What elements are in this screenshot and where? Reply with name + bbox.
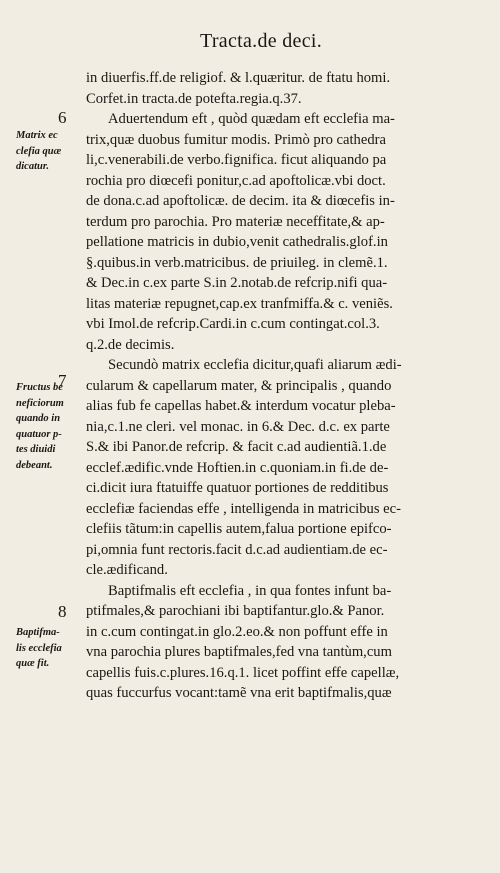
text-line: pi,omnia funt rectoris.facit d.c.ad audientiam.de ec-	[86, 541, 388, 558]
margin-note-line: debeant.	[16, 459, 53, 471]
text-line: pellatione matricis in dubio,venit cathedralis.glof.in	[86, 234, 388, 250]
text-line: S.& ibi Panor.de refcrip. & facit c.ad audientiã.1.de	[86, 439, 387, 455]
text-line: cle.ædificand.	[86, 562, 168, 578]
margin-note-baptismalis	[16, 625, 86, 672]
text-line: trix,quæ duobus fumitur modis. Primò pro cathedra	[86, 131, 386, 148]
text-line: ci.dicit iura ftatuiffe quatuor portiones de redditibus	[86, 480, 389, 496]
text-line: de dona.c.ad apoftolicæ. de decim. ita & diœcefis in-	[86, 193, 395, 209]
text-line: ecclefiæ faciendas effe , intelligenda in matricibus ec-	[86, 500, 401, 517]
margin-note-fructus	[16, 380, 86, 473]
margin-note-line: quatuor p-	[16, 428, 62, 440]
margin-note-line: quando in	[16, 413, 61, 424]
margin-note-line: Baptifma-	[16, 627, 60, 638]
section-number-7: 7	[58, 371, 67, 390]
text-line: ptifmales,& parochiani ibi baptifantur.glo.& Panor.	[86, 603, 385, 619]
margin-note-line: Fructus be	[16, 382, 63, 393]
margin-note-line: tes diuidi	[16, 444, 56, 455]
margin-note-line: quæ fit.	[16, 658, 50, 669]
text-line: rochia pro diœcefi ponitur,c.ad apoftolicæ.vbi doct.	[86, 172, 386, 189]
margin-note-matrix	[16, 128, 86, 175]
text-line: §.quibus.in verb.matricibus. de priuileg. in clemẽ.1.	[86, 254, 388, 271]
margin-note-line: lis ecclefia	[16, 642, 62, 654]
text-line: Secundò matrix ecclefia dicitur,quafi aliarum ædi-	[108, 357, 402, 373]
text-line: terdum pro parochia. Pro materiæ neceffitate,& ap-	[86, 213, 385, 230]
text-line: Aduertendum eft , quòd quædam eft ecclefia ma-	[108, 111, 395, 127]
running-title: Tracta.de deci.	[200, 30, 323, 52]
text-line: & Dec.in c.ex parte S.in 2.notab.de refcrip.nifi qua-	[86, 275, 388, 291]
text-line: clefiis tãtum:in capellis autem,falua portione epifco-	[86, 521, 392, 537]
text-line: alias fub fe capellas habet.& interdum vocatur pleba-	[86, 398, 396, 414]
text-line: ecclef.ædific.vnde Hoftien.in c.quoniam.in fi.de de-	[86, 459, 389, 476]
text-line: vna parochia plures baptifmales,fed vna tantùm,cum	[86, 644, 392, 660]
text-line: cularum & capellarum mater, & principalis , quando	[86, 377, 392, 394]
text-line: in c.cum contingat.in glo.2.eo.& non poffunt effe in	[86, 623, 388, 640]
text-line: li,c.venerabili.de verbo.fignifica. ficut aliquando pa	[86, 152, 387, 168]
text-line: q.2.de decimis.	[86, 336, 175, 353]
margin-note-line: dicatur.	[16, 161, 49, 172]
text-line: capellis fuis.c.plures.16.q.1. licet poffint effe capellæ,	[86, 664, 400, 681]
text-line: nia,c.1.ne cleri. vel monac. in 6.& Dec. d.c. ex parte	[86, 418, 390, 435]
main-text-column	[86, 68, 478, 704]
text-line: litas materiæ repugnet,cap.ex tranfmiffa.& c. veniẽs.	[86, 295, 393, 312]
text-line: Baptifmalis eft ecclefia , in qua fontes infunt ba-	[108, 582, 392, 599]
text-line: vbi Imol.de refcrip.Cardi.in c.cum contingat.col.3.	[86, 316, 380, 332]
margin-note-line: clefia quæ	[16, 145, 62, 157]
margin-note-line: neficiorum	[16, 397, 64, 409]
text-line: in diuerfis.ff.de religiof. & l.quæritur. de ftatu homi.	[86, 70, 391, 86]
section-number-8: 8	[58, 602, 67, 621]
margin-note-line: Matrix ec	[16, 130, 58, 141]
section-number-6: 6	[58, 108, 67, 127]
text-line: quas fuccurfus vocant:tamẽ vna erit baptifmalis,quæ	[86, 685, 392, 701]
text-line: Corfet.in tracta.de potefta.regia.q.37.	[86, 90, 302, 107]
